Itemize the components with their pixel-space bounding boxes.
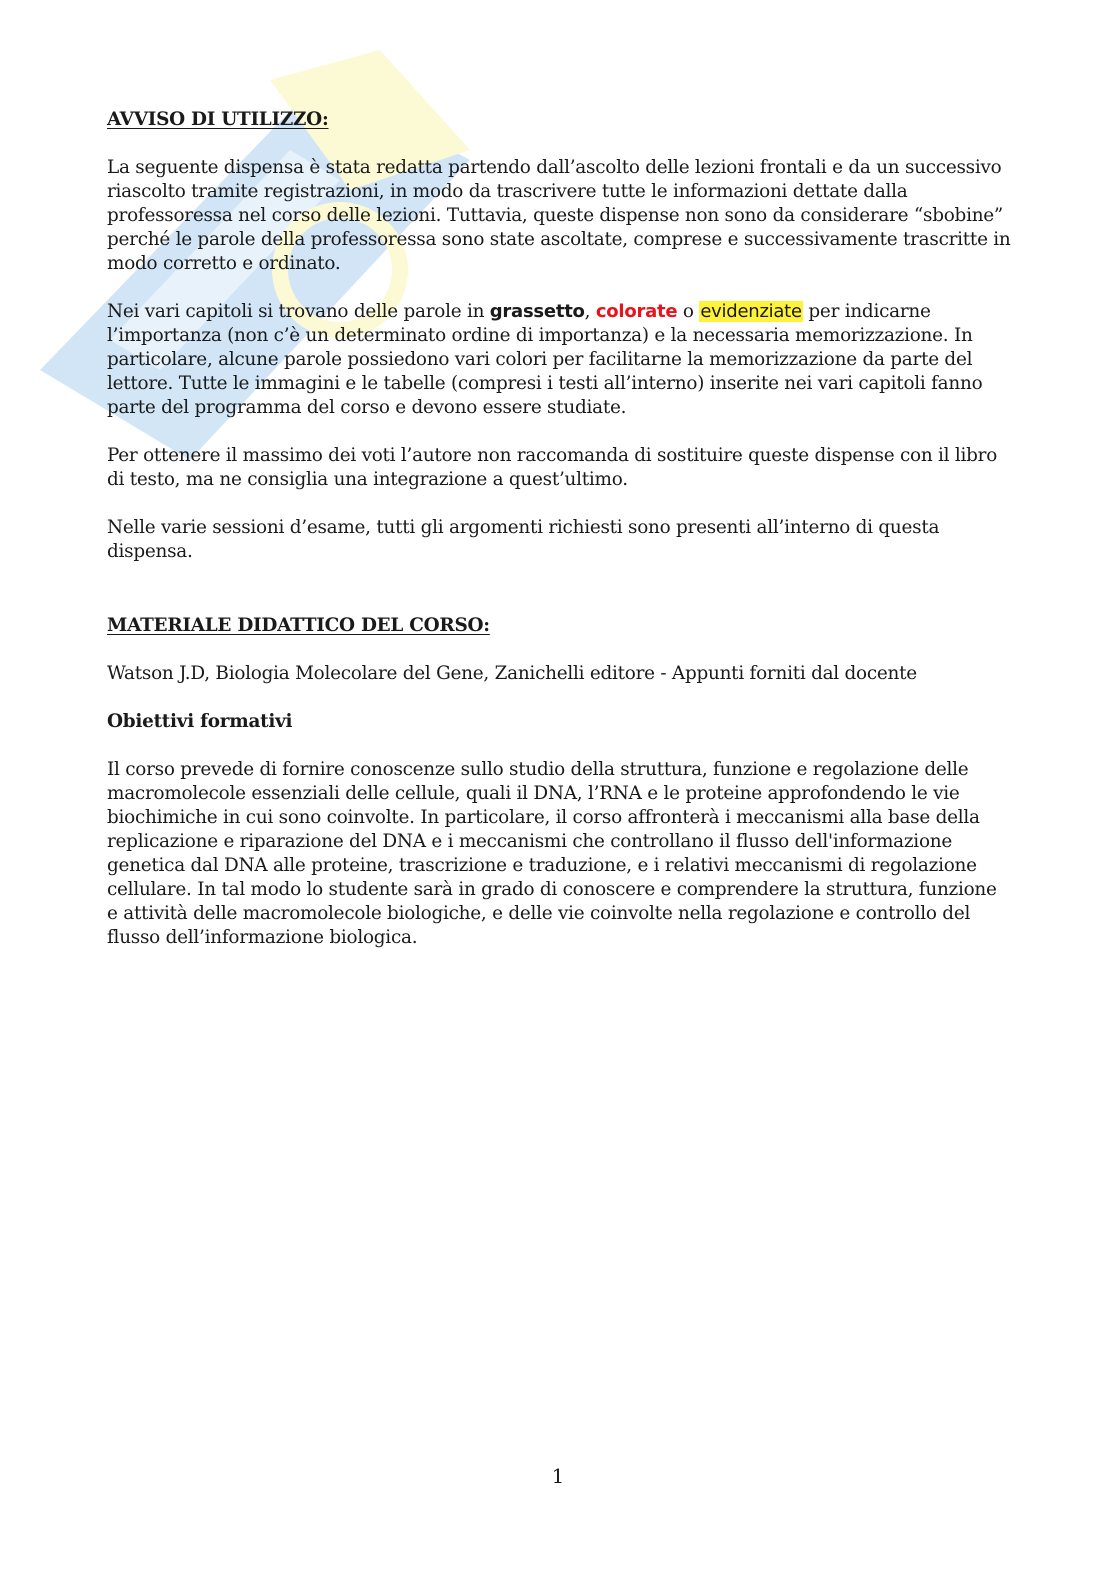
p2-sep2: o xyxy=(677,301,700,322)
notice-paragraph-1: La seguente dispensa è stata redatta partendo dall’ascolto delle lezioni frontali e da un successivo riascolto tramite registrazioni, in modo da trascrivere tutte le informazioni dettate dalla professoressa nel corso delle lezioni. Tuttavia, queste dispense non sono da considerare “sbobine” perché le parole della professoressa sono state ascoltate, comprese e successivamente trascritte in modo corretto e ordinato. xyxy=(107,157,1011,274)
bold-example-word: grassetto xyxy=(489,301,585,322)
notice-paragraph-4: Nelle varie sessioni d’esame, tutti gli argomenti richiesti sono presenti all’interno di questa dispensa. xyxy=(107,517,940,562)
notice-paragraph-3: Per ottenere il massimo dei voti l’autore non raccomanda di sostituire queste dispense con il libro di testo, ma ne consiglia una integrazione a quest’ultimo. xyxy=(107,445,998,490)
page-number: 1 xyxy=(551,1464,565,1488)
colored-example-word: colorate xyxy=(595,301,678,322)
highlighted-example-word: evidenziate xyxy=(700,301,802,322)
materials-text: Watson J.D, Biologia Molecolare del Gene, Zanichelli editore - Appunti forniti dal docente xyxy=(107,663,917,684)
notice-paragraph-2 xyxy=(107,300,1012,420)
p2-suffix: per indicarne l’importanza (non c’è un determinato ordine di importanza) e la necessaria memorizzazione. In particolare, alcune parole possiedono vari colori per facilitarne la memorizzazione da parte del lettore. Tutte le immagini e le tabelle (compresi i testi all’interno) inserite nei vari capitoli fanno parte del programma del corso e devono essere studiate. xyxy=(107,301,983,418)
document-page xyxy=(107,108,1012,974)
p2-sep1: , xyxy=(584,301,596,322)
notice-heading: AVVISO DI UTILIZZO: xyxy=(107,109,329,130)
objectives-text: Il corso prevede di fornire conoscenze sullo studio della struttura, funzione e regolazione delle macromolecole essenziali delle cellule, quali il DNA, l’RNA e le proteine approfondendo le vie biochimiche in cui sono coinvolte. In particolare, il corso affronterà i meccanismi alla base della replicazione e riparazione del DNA e i meccanismi che controllano il flusso dell'informazione genetica dal DNA alle proteine, trascrizione e traduzione, e i relativi meccanismi di regolazione cellulare. In tal modo lo studente sarà in grado di conoscere e comprendere la struttura, funzione e attività delle macromolecole biologiche, e delle vie coinvolte nella regolazione e controllo del flusso dell’informazione biologica. xyxy=(107,759,997,948)
p2-prefix: Nei vari capitoli si trovano delle parole in xyxy=(107,301,490,322)
objectives-heading: Obiettivi formativi xyxy=(107,711,293,732)
materials-heading: MATERIALE DIDATTICO DEL CORSO: xyxy=(107,615,490,636)
